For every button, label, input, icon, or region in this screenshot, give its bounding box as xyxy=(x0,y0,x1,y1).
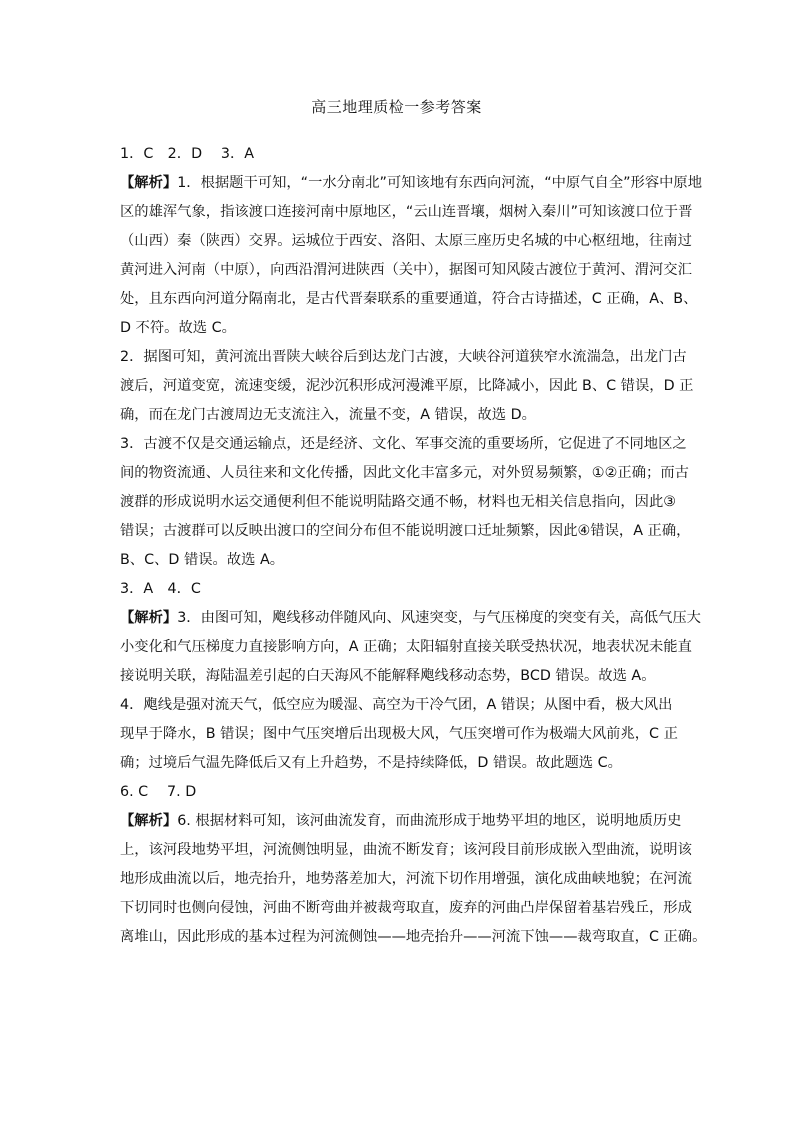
line-text: 1．根据题干可知，“一水分南北”可知该地有东西向河流，“中原气自全”形容中原地 xyxy=(177,175,703,191)
analysis-tag: 【解析】 xyxy=(120,610,178,626)
text-line xyxy=(120,691,680,720)
line-text: 区的雄浑气象，指该渡口连接河南中原地区，“云山连晋壤，烟树入秦川”可知该渡口位于晋 xyxy=(120,204,693,220)
line-text: 小变化和气压梯度力直接影响方向，A 正确；太阳辐射直接关联受热状况，地表状况未能直 xyxy=(120,639,692,655)
analysis-tag: 【解析】 xyxy=(120,175,178,191)
text-line xyxy=(120,604,701,633)
line-text: （山西）秦（陕西）交界。运城位于西安、洛阳、太原三座历史名城的中心枢纽地，往南过 xyxy=(120,233,692,249)
line-text: 地形成曲流以后，地壳抬升，地势落差加大，河流下切作用增强，演化成曲峡地貌；在河流 xyxy=(120,871,692,887)
text-line xyxy=(120,836,692,865)
text-line xyxy=(120,285,698,314)
analysis-tag: 【解析】 xyxy=(120,813,178,829)
line-text: 渡群的形成说明水运交通便利但不能说明陆路交通不畅，材料也无相关信息指向，因此③ xyxy=(120,494,677,510)
text-line xyxy=(120,807,680,836)
line-text: 3．由图可知，飑线移动伴随风向、风速突变，与气压梯度的突变有关，高低气压大 xyxy=(177,610,701,626)
line-text: 接说明关联，海陆温差引起的白天海风不能解释飑线移动态势，BCD 错误。故选 A。 xyxy=(120,668,656,684)
line-text: 3．古渡不仅是交通运输点，还是经济、文化、军事交流的重要场所，它促进了不同地区之 xyxy=(120,436,687,452)
text-line xyxy=(120,198,693,227)
text-line xyxy=(120,749,680,778)
text-line xyxy=(120,256,692,285)
text-line xyxy=(120,430,687,459)
text-line xyxy=(120,633,692,662)
line-text: 6. C 7. D xyxy=(120,784,197,800)
text-line xyxy=(120,662,680,691)
text-line xyxy=(120,894,692,923)
text-line xyxy=(120,575,680,604)
line-text: 离堆山，因此形成的基本过程为河流侧蚀——地壳抬升——河流下蚀——裁弯取直，C 正确。 xyxy=(120,929,707,945)
line-text: 处，且东西向河道分隔南北，是古代晋秦联系的重要通道，符合古诗描述，C 正确，A、B、 xyxy=(120,291,698,307)
text-line xyxy=(120,488,680,517)
line-text: 2．据图可知，黄河流出晋陕大峡谷后到达龙门古渡，大峡谷河道狭窄水流湍急，出龙门古 xyxy=(120,349,687,365)
text-line xyxy=(120,778,680,807)
text-line xyxy=(120,865,692,894)
line-text: 渡后，河道变宽，流速变缓，泥沙沉积形成河漫滩平原，比降减小，因此 B、C 错误，D 正 xyxy=(120,378,694,394)
text-line xyxy=(120,517,691,546)
line-text: 1．C 2．D 3．A xyxy=(120,146,255,162)
page-title: 高三地理质检一参考答案 xyxy=(311,98,482,116)
line-text: 6. 根据材料可知，该河曲流发育，而曲流形成于地势平坦的地区，说明地质历史 xyxy=(177,813,682,829)
text-line xyxy=(120,459,689,488)
line-text: D 不符。故选 C。 xyxy=(120,320,236,336)
line-text: 错误；古渡群可以反映出渡口的空间分布但不能说明渡口迁址频繁，因此④错误，A 正确， xyxy=(120,523,691,539)
text-line xyxy=(120,140,680,169)
line-text: 黄河进入河南（中原），向西沿渭河进陕西（关中），据图可知风陵古渡位于黄河、渭河交汇 xyxy=(120,262,692,278)
line-text: 间的物资流通、人员往来和文化传播，因此文化丰富多元，对外贸易频繁，①②正确；而古 xyxy=(120,465,689,481)
text-line xyxy=(120,720,680,749)
answer-content xyxy=(120,140,707,952)
line-text: 上，该河段地势平坦，河流侧蚀明显，曲流不断发育；该河段目前形成嵌入型曲流，说明该 xyxy=(120,842,692,858)
line-text: 3．A 4．C xyxy=(120,581,201,597)
text-line xyxy=(120,227,692,256)
text-line xyxy=(120,169,703,198)
text-line xyxy=(120,314,680,343)
line-text: B、C、D 错误。故选 A。 xyxy=(120,552,285,568)
text-line xyxy=(120,372,694,401)
text-line xyxy=(120,401,680,430)
text-line xyxy=(120,343,687,372)
text-line xyxy=(120,923,707,952)
text-line xyxy=(120,546,680,575)
line-text: 现早于降水，B 错误；图中气压突增后出现极大风，气压突增可作为极端大风前兆，C 正 xyxy=(120,726,678,742)
line-text: 确；过境后气温先降低后又有上升趋势，不是持续降低，D 错误。故此题选 C。 xyxy=(120,755,622,771)
line-text: 下切同时也侧向侵蚀，河曲不断弯曲并被裁弯取直，废弃的河曲凸岸保留着基岩残丘，形成 xyxy=(120,900,692,916)
line-text: 4．飑线是强对流天气，低空应为暖湿、高空为干冷气团，A 错误；从图中看，极大风出 xyxy=(120,697,673,713)
line-text: 确，而在龙门古渡周边无支流注入，流量不变，A 错误，故选 D。 xyxy=(120,407,536,423)
